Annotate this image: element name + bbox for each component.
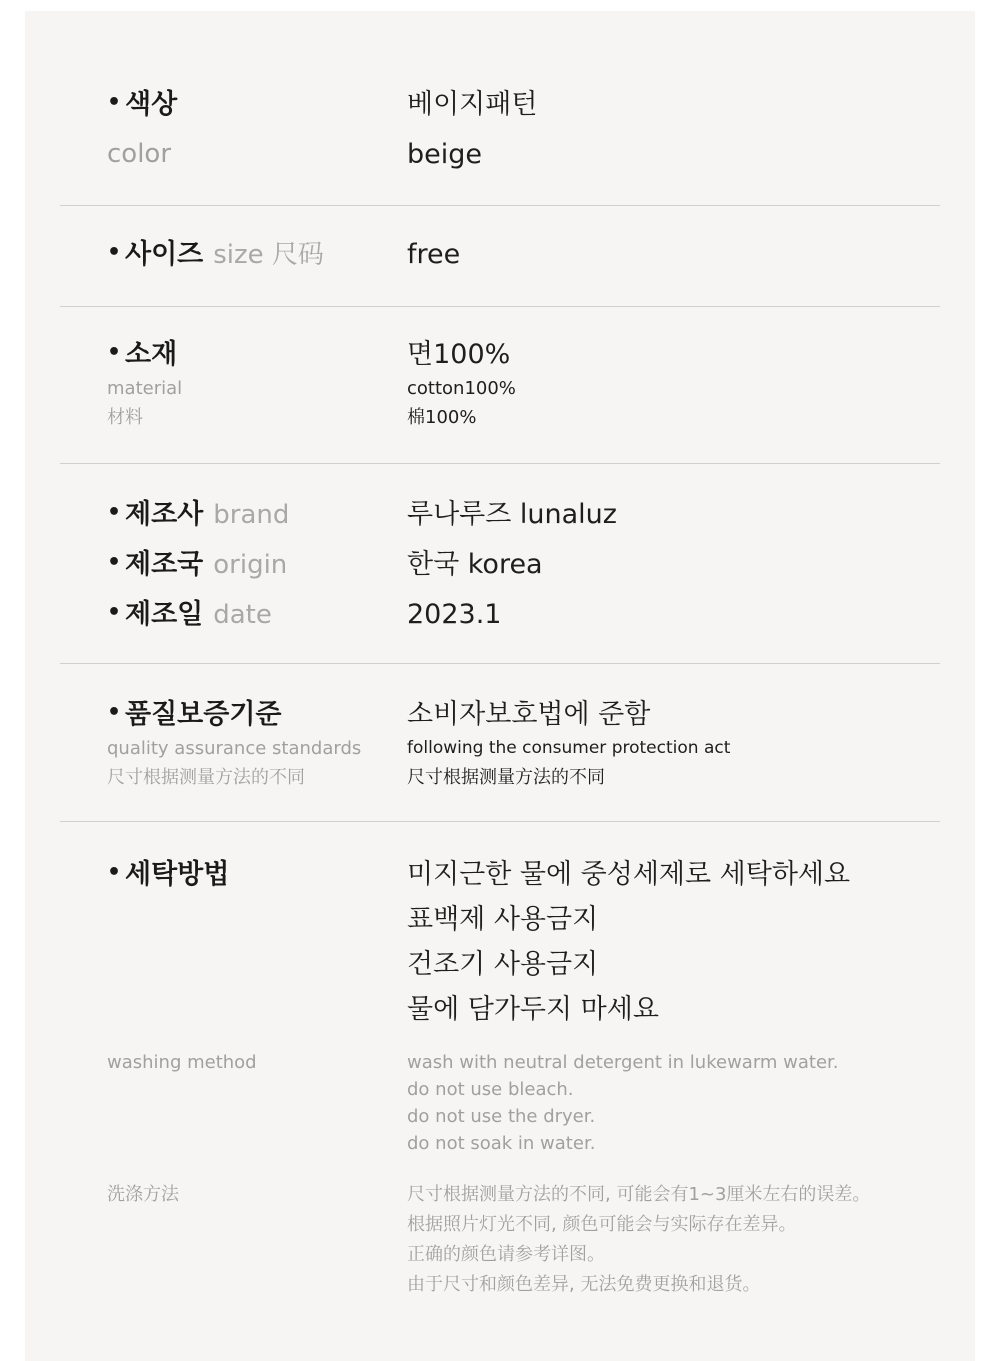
- divider: [60, 306, 940, 307]
- brand-value: 루나루즈 lunaluz: [407, 499, 617, 530]
- washing-line-ko: 건조기 사용금지: [407, 949, 599, 980]
- washing-line-en: do not soak in water.: [407, 1133, 596, 1154]
- quality-label-cn: 尺寸根据测量方法的不同: [107, 767, 305, 788]
- divider: [60, 463, 940, 464]
- material-value-cn: 棉100%: [407, 407, 477, 428]
- origin-label: • 제조국 origin: [107, 549, 288, 580]
- washing-line-cn: 正确的颜色请参考详图。: [407, 1244, 605, 1265]
- material-value: 면100%: [407, 339, 511, 370]
- product-info-card: [25, 11, 975, 1361]
- divider: [60, 663, 940, 664]
- color-label-en: color: [107, 139, 172, 169]
- washing-line-cn: 由于尺寸和颜色差异, 无法免费更换和退货。: [407, 1274, 761, 1295]
- quality-value: 소비자보호법에 준함: [407, 699, 651, 730]
- washing-line-ko: 물에 담가두지 마세요: [407, 994, 659, 1025]
- size-value: free: [407, 239, 461, 270]
- washing-line-ko: 표백제 사용금지: [407, 904, 599, 935]
- washing-line-en: do not use the dryer.: [407, 1106, 596, 1127]
- washing-label: • 세탁방법: [107, 859, 230, 890]
- washing-line-en: do not use bleach.: [407, 1079, 574, 1100]
- date-value: 2023.1: [407, 599, 502, 630]
- quality-value-en: following the consumer protection act: [407, 738, 731, 758]
- divider: [60, 205, 940, 206]
- washing-label-en: washing method: [107, 1052, 257, 1073]
- color-label: • 색상: [107, 89, 178, 120]
- material-label-en: material: [107, 378, 183, 399]
- date-label: • 제조일 date: [107, 599, 272, 630]
- color-value-en: beige: [407, 139, 483, 170]
- material-label-cn: 材料: [107, 407, 143, 428]
- washing-line-ko: 미지근한 물에 중성세제로 세탁하세요: [407, 859, 851, 890]
- brand-label: • 제조사 brand: [107, 499, 290, 530]
- washing-line-cn: 尺寸根据测量方法的不同, 可能会有1~3厘米左右的误差。: [407, 1184, 871, 1205]
- material-value-en: cotton100%: [407, 378, 516, 399]
- quality-value-cn: 尺寸根据测量方法的不同: [407, 767, 605, 788]
- quality-label: • 품질보증기준: [107, 699, 282, 730]
- origin-value: 한국 korea: [407, 549, 543, 580]
- washing-line-cn: 根据照片灯光不同, 颜色可能会与实际存在差异。: [407, 1214, 797, 1235]
- washing-label-cn: 洗涤方法: [107, 1184, 179, 1205]
- divider: [60, 821, 940, 822]
- quality-label-en: quality assurance standards: [107, 738, 362, 759]
- material-label: • 소재: [107, 339, 178, 370]
- color-value: 베이지패턴: [407, 89, 538, 120]
- size-label: • 사이즈 size 尺码: [107, 239, 324, 270]
- washing-line-en: wash with neutral detergent in lukewarm water.: [407, 1052, 839, 1073]
